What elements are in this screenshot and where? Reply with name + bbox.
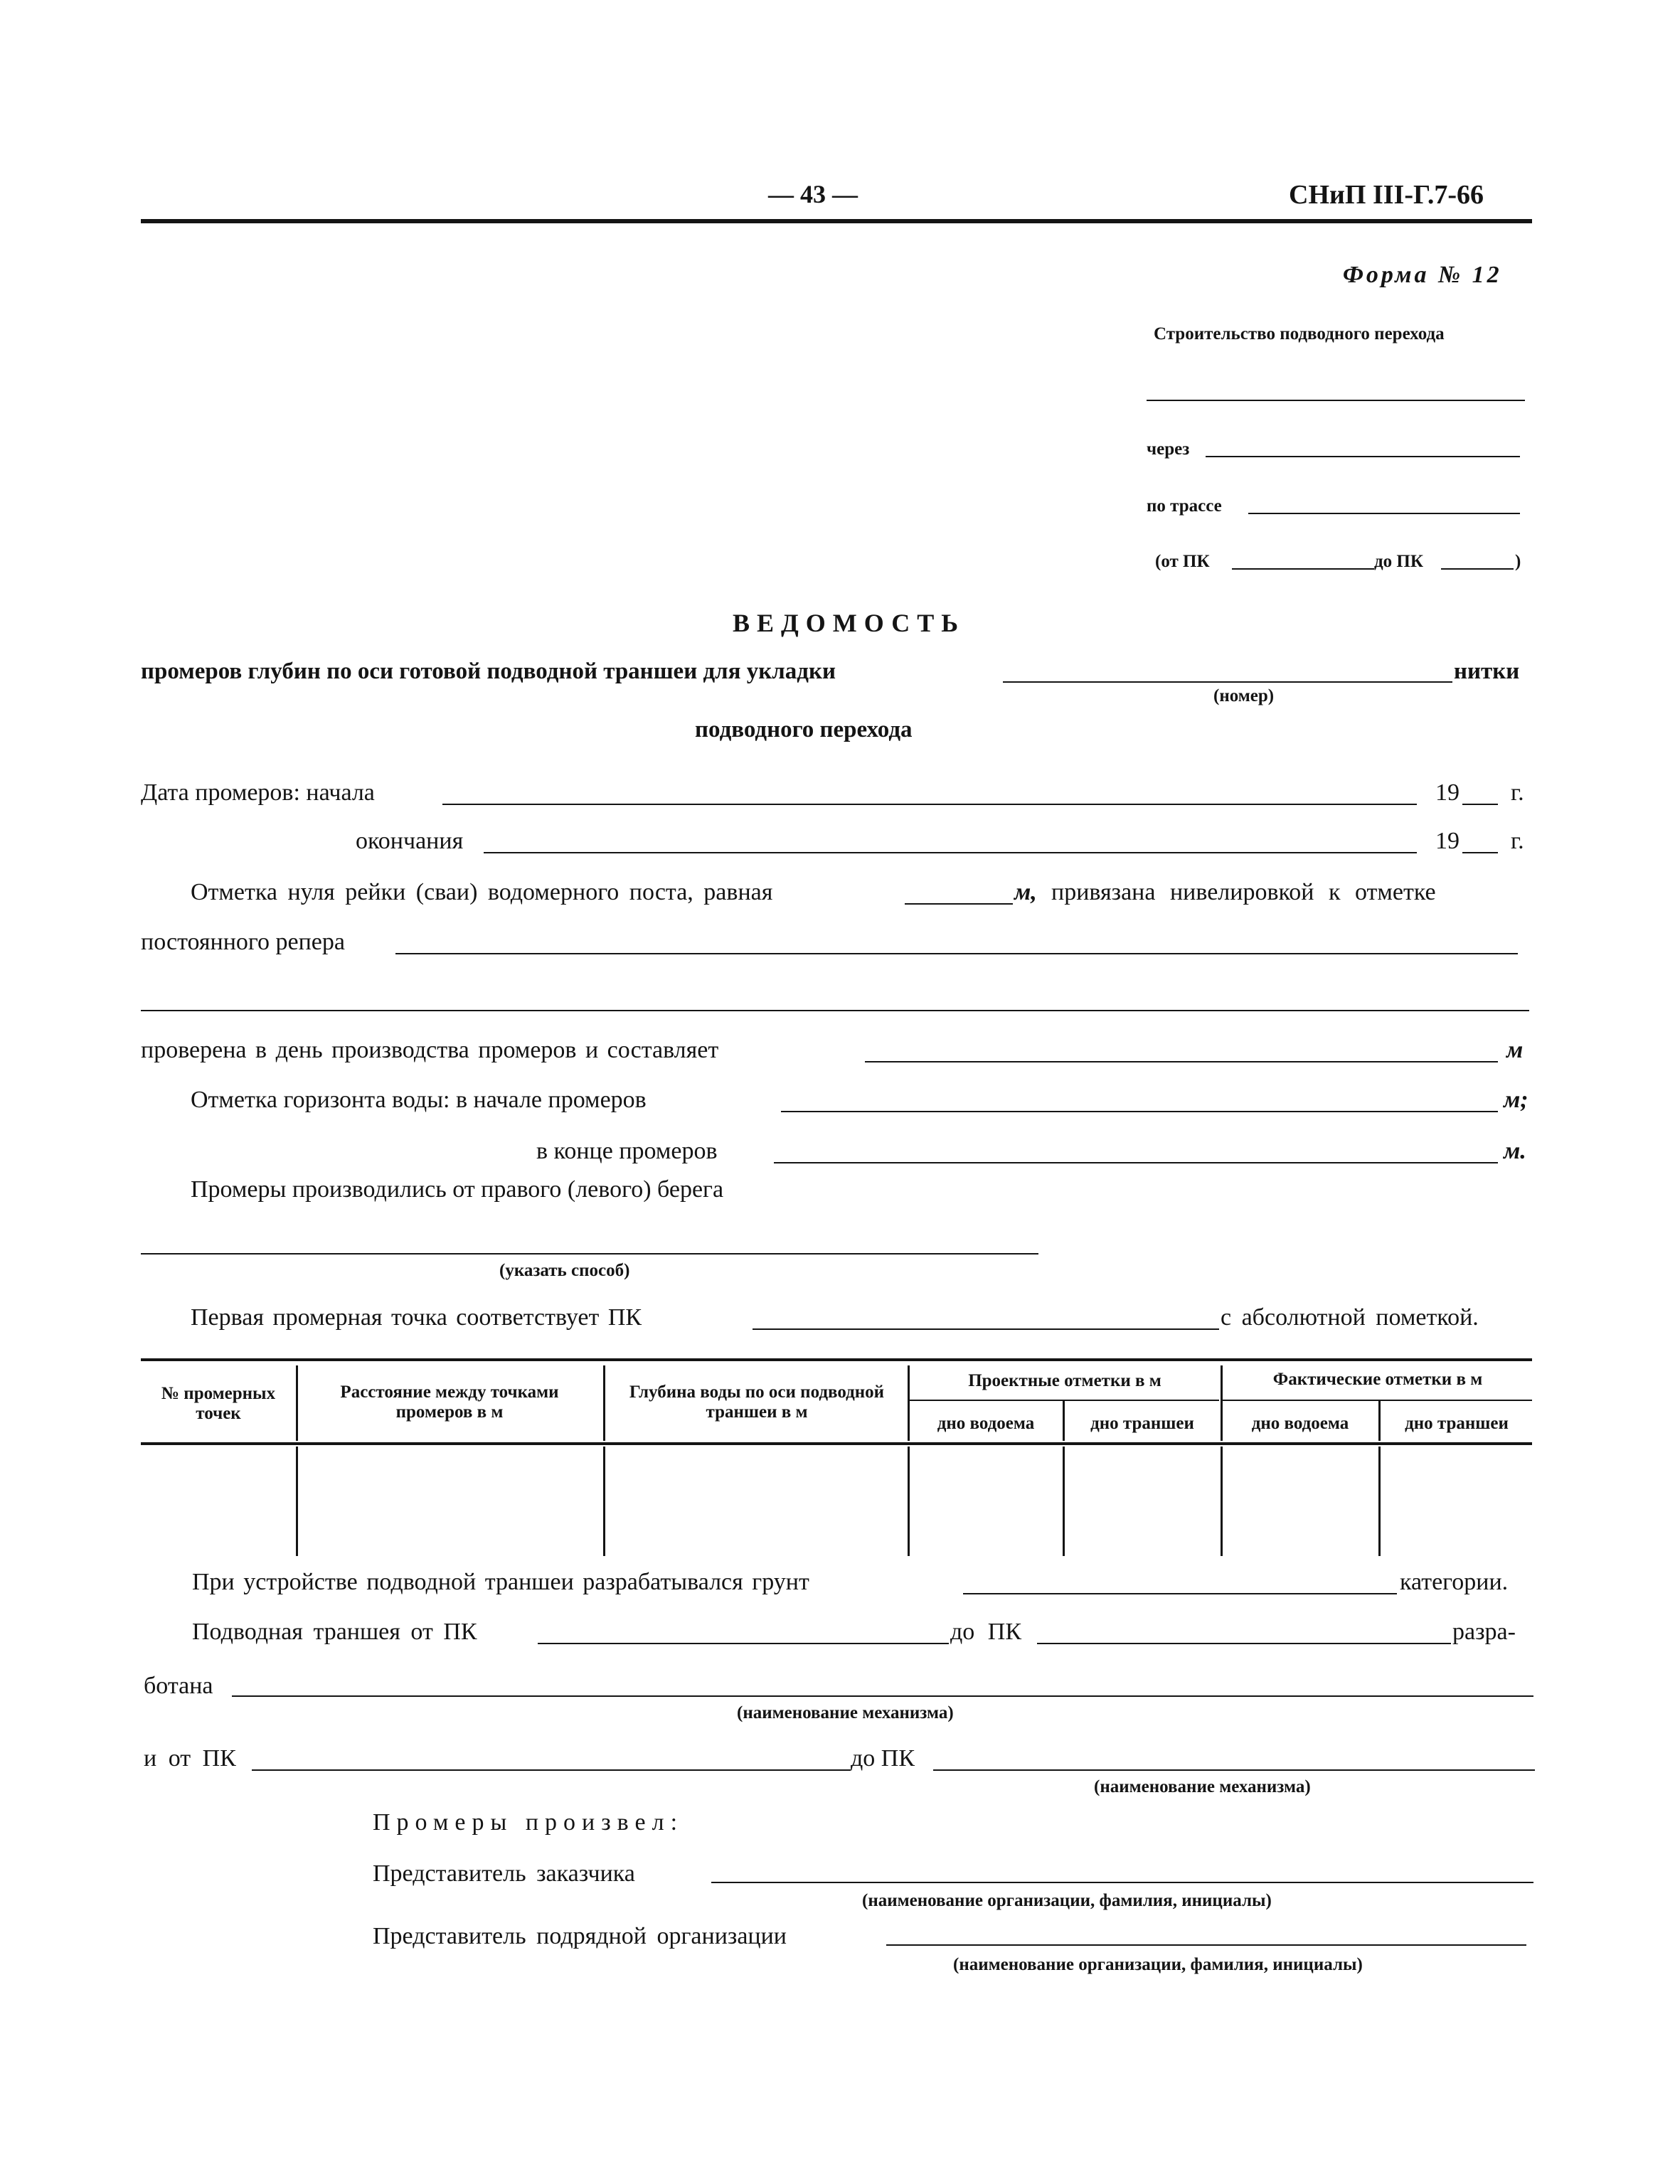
number-caption: (номер) (1213, 686, 1275, 705)
table-body-divider-5 (1221, 1447, 1223, 1556)
trench-from-line (538, 1643, 949, 1644)
table-header-actual-bottom-water: дно водоема (1251, 1414, 1349, 1433)
bank-label: Промеры производились от правого (левого) берега (191, 1176, 724, 1203)
construction-label: Строительство подводного перехода (1154, 324, 1445, 343)
water-end-unit: м. (1504, 1138, 1526, 1164)
title-line-2: подводного перехода (695, 717, 913, 742)
water-end-label: в конце промеров (536, 1138, 718, 1164)
page-number: — 43 — (768, 180, 858, 208)
through-label: через (1147, 440, 1190, 459)
to-pk-label: до ПК (1374, 552, 1423, 571)
header-rule (141, 219, 1532, 223)
customer-rep-line (711, 1882, 1533, 1883)
table-header-points: № промерных точек (161, 1384, 276, 1423)
close-paren: ) (1515, 552, 1521, 571)
date-start-year-line (1462, 804, 1498, 805)
contractor-rep-line (886, 1944, 1526, 1946)
org-caption-2: (наименование организации, фамилия, инициалы) (953, 1955, 1363, 1974)
table-header-actual-group: Фактические отметки в м (1272, 1370, 1483, 1389)
first-point-label: Первая промерная точка соответствует ПК (191, 1304, 642, 1331)
benchmark-label: постоянного репера (141, 929, 345, 955)
org-caption-1: (наименование организации, фамилия, инициалы) (862, 1891, 1272, 1910)
table-header-design-bottom-trench: дно траншеи (1090, 1414, 1194, 1433)
customer-rep-label: Представитель заказчика (373, 1860, 635, 1887)
date-start-suffix: г. (1511, 779, 1524, 806)
trench-to-label: до ПК (950, 1619, 1022, 1645)
form-number: Форма № 12 (1343, 262, 1502, 288)
method-caption: (указать способ) (499, 1261, 630, 1280)
mechanism-caption-2: (наименование механизма) (1094, 1777, 1311, 1796)
water-end-line (774, 1162, 1498, 1163)
zero-mark-line (905, 903, 1013, 905)
zero-mark-unit: м, (1014, 879, 1037, 905)
document-title: ВЕДОМОСТЬ (733, 609, 966, 637)
water-start-line (781, 1111, 1498, 1112)
developed-line (232, 1695, 1533, 1697)
water-start-unit: м; (1504, 1087, 1529, 1113)
benchmark-line-2 (141, 1010, 1529, 1011)
date-end-suffix: г. (1511, 828, 1524, 854)
table-header-design-bottom-water: дно водоема (937, 1414, 1035, 1433)
route-line (1248, 513, 1520, 514)
route-label: по трассе (1147, 496, 1222, 516)
mechanism-caption-1: (наименование механизма) (737, 1703, 954, 1722)
table-divider-6 (1378, 1401, 1381, 1441)
zero-mark-text-1: Отметка нуля рейки (сваи) водомерного поста, равная (191, 879, 773, 905)
first-point-end: с абсолютной пометкой. (1221, 1304, 1479, 1331)
from-pk-line (1232, 568, 1374, 570)
checked-unit: м (1506, 1037, 1524, 1063)
title-line-1: промеров глубин по оси готовой подводной траншеи для укладки (141, 659, 836, 684)
from-pk-label: (от ПК (1155, 552, 1210, 571)
first-point-line (753, 1328, 1219, 1330)
number-line (1003, 681, 1452, 683)
table-body-divider-4 (1063, 1447, 1065, 1556)
method-line (141, 1253, 1038, 1255)
and-to-line (933, 1769, 1535, 1771)
table-divider-2 (603, 1365, 605, 1441)
zero-mark-text-2: привязана нивелировкой к отметке (1051, 879, 1436, 905)
date-end-label: окончания (356, 828, 464, 854)
developed-label: ботана (144, 1673, 213, 1699)
trench-end: разра- (1452, 1619, 1516, 1645)
table-divider-5 (1221, 1365, 1223, 1441)
trench-from-label: Подводная траншея от ПК (192, 1619, 477, 1645)
table-body-divider-3 (908, 1447, 910, 1556)
table-divider-1 (296, 1365, 298, 1441)
table-divider-4 (1063, 1401, 1065, 1441)
construction-line (1147, 400, 1525, 401)
date-start-year: 19 (1435, 779, 1460, 806)
date-end-year: 19 (1435, 828, 1460, 854)
checked-line (865, 1061, 1498, 1062)
soil-line (963, 1593, 1397, 1594)
checked-label: проверена в день производства промеров и составляет (141, 1037, 719, 1063)
trench-to-line (1037, 1643, 1451, 1644)
to-pk-line (1441, 568, 1514, 570)
soil-end: категории. (1400, 1569, 1509, 1595)
table-divider-3 (908, 1365, 910, 1441)
and-from-line (252, 1769, 851, 1771)
date-start-line (442, 804, 1417, 805)
table-header-bottom-rule (141, 1442, 1532, 1445)
table-body-divider-1 (296, 1447, 298, 1556)
doc-code: СНиП III-Г.7-66 (1289, 180, 1484, 210)
performed-by-label: Промеры произвел: (373, 1809, 684, 1836)
and-from-label: и от ПК (144, 1745, 236, 1772)
date-end-year-line (1462, 852, 1498, 853)
table-header-actual-bottom-trench: дно траншеи (1405, 1414, 1509, 1433)
through-line (1206, 456, 1520, 457)
table-header-depth: Глубина воды по оси подводной траншеи в м (629, 1383, 885, 1422)
soil-label: При устройстве подводной траншеи разрабатывался грунт (192, 1569, 809, 1595)
date-end-line (484, 852, 1417, 853)
table-body-divider-2 (603, 1447, 605, 1556)
contractor-rep-label: Представитель подрядной организации (373, 1923, 787, 1949)
table-group-rule-actual (1222, 1400, 1532, 1401)
benchmark-line-1 (395, 953, 1518, 954)
water-start-label: Отметка горизонта воды: в начале промеров (191, 1087, 647, 1113)
table-header-design-group: Проектные отметки в м (968, 1371, 1161, 1390)
and-to-label: до ПК (851, 1745, 915, 1772)
table-top-rule (141, 1358, 1532, 1361)
table-header-distance: Расстояние между точками промеров в м (340, 1383, 559, 1422)
table-body-divider-6 (1378, 1447, 1381, 1556)
title-line-1-end: нитки (1454, 659, 1520, 684)
date-start-label: Дата промеров: начала (141, 779, 375, 806)
